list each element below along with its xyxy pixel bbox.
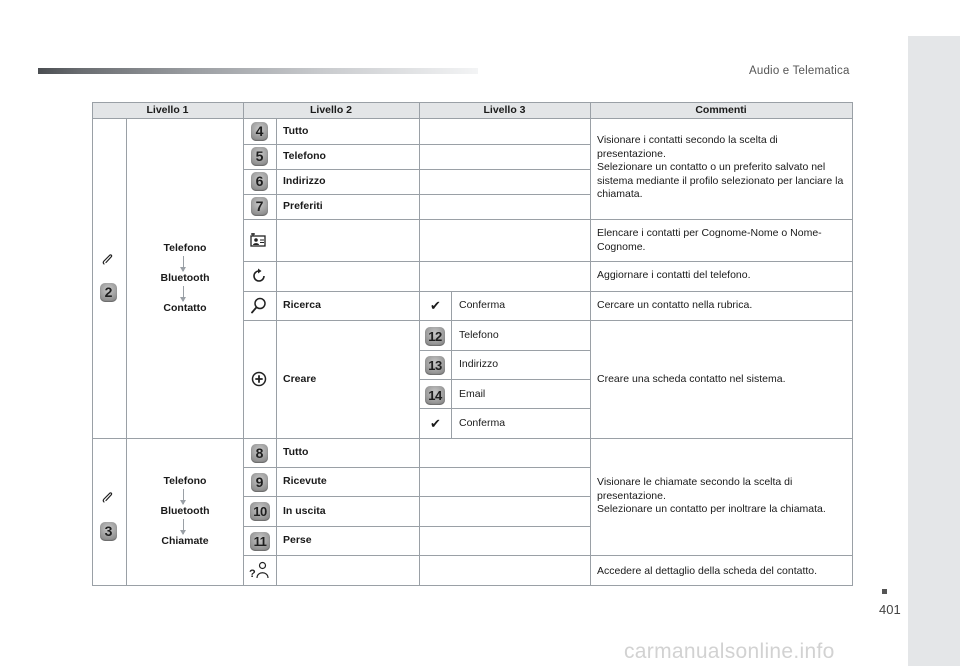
option-ricevute[interactable]: Ricevute: [283, 475, 327, 487]
menu-badge-14: 14: [425, 386, 445, 405]
column-header-livello-1: Livello 1: [146, 104, 189, 116]
arrow-down: [183, 256, 184, 271]
refresh-icon[interactable]: [251, 268, 267, 284]
comment-create-contact: Creare una scheda contatto nel sistema.: [597, 373, 786, 385]
phone-handset-icon: [101, 491, 115, 505]
comment-sort-contacts: Elencare i contatti per Cognome-Nome o Nome-Cognome.: [597, 227, 822, 253]
arrow-down: [183, 489, 184, 504]
menu-badge-6: 6: [251, 172, 268, 191]
watermark: carmanualsonline.info: [624, 640, 835, 663]
menu-badge-13: 13: [425, 356, 445, 375]
option-conferma[interactable]: Conferma: [459, 299, 506, 311]
option-in-uscita[interactable]: In uscita: [283, 505, 326, 517]
option-indirizzo-l3[interactable]: Indirizzo: [459, 358, 499, 370]
side-strip: [908, 36, 960, 666]
option-telefono[interactable]: Telefono: [283, 150, 326, 162]
comment-view-calls: Visionare le chiamate secondo la scelta di presentazione. Selezionare un contatto per inoltrare la chiamata.: [597, 476, 826, 515]
path-chiamate: Chiamate: [161, 535, 209, 547]
menu-badge-8: 8: [251, 444, 268, 463]
option-telefono-l3[interactable]: Telefono: [459, 329, 499, 341]
option-conferma-l3[interactable]: Conferma: [459, 417, 506, 429]
search-icon[interactable]: [251, 297, 267, 314]
comment-search-contacts: Cercare un contatto nella rubrica.: [597, 299, 753, 311]
comment-refresh-contacts: Aggiornare i contatti del telefono.: [597, 269, 751, 281]
page-marker: [882, 589, 887, 594]
path-contatto: Contatto: [163, 302, 207, 314]
menu-badge-12: 12: [425, 327, 445, 346]
option-preferiti[interactable]: Preferiti: [283, 200, 323, 212]
plus-circle-icon[interactable]: [251, 371, 267, 387]
comment-view-contacts: Visionare i contatti secondo la scelta di presentazione. Selezionare un contatto o un preferito salvato nel sistema mediante il profilo selezionato per lanciare la chiamata.: [597, 134, 844, 200]
menu-badge-10: 10: [250, 502, 270, 521]
comment-contact-detail: Accedere al dettaglio della scheda del contatto.: [597, 565, 818, 577]
contact-detail-icon[interactable]: [249, 561, 271, 579]
option-tutto[interactable]: Tutto: [283, 125, 309, 137]
menu-badge-4: 4: [251, 122, 268, 141]
section-title: Audio e Telematica: [749, 65, 850, 77]
svg-text:?: ?: [249, 568, 256, 579]
arrow-down: [183, 519, 184, 534]
page-number: 401: [879, 602, 901, 617]
path-bluetooth: Bluetooth: [160, 272, 210, 284]
menu-badge-3: 3: [100, 522, 117, 541]
column-header-commenti: Commenti: [695, 104, 747, 116]
option-email-l3[interactable]: Email: [459, 388, 486, 400]
option-tutto[interactable]: Tutto: [283, 446, 309, 458]
checkmark-icon[interactable]: ✔: [430, 298, 441, 313]
contact-card-icon[interactable]: [250, 232, 268, 248]
menu-badge-2: 2: [100, 283, 117, 302]
path-bluetooth: Bluetooth: [160, 505, 210, 517]
arrow-down: [183, 286, 184, 301]
option-indirizzo[interactable]: Indirizzo: [283, 175, 326, 187]
column-header-livello-3: Livello 3: [483, 104, 526, 116]
option-ricerca[interactable]: Ricerca: [283, 299, 321, 311]
option-creare[interactable]: Creare: [283, 373, 317, 385]
checkmark-icon[interactable]: ✔: [430, 416, 441, 431]
menu-badge-11: 11: [250, 532, 270, 551]
option-perse[interactable]: Perse: [283, 534, 312, 546]
header-gradient-bar: [38, 68, 478, 74]
phone-handset-icon: [101, 253, 115, 267]
column-header-livello-2: Livello 2: [309, 104, 352, 116]
menu-badge-7: 7: [251, 197, 268, 216]
menu-badge-9: 9: [251, 473, 268, 492]
path-telefono: Telefono: [163, 475, 207, 487]
menu-badge-5: 5: [251, 147, 268, 166]
path-telefono: Telefono: [163, 242, 207, 254]
